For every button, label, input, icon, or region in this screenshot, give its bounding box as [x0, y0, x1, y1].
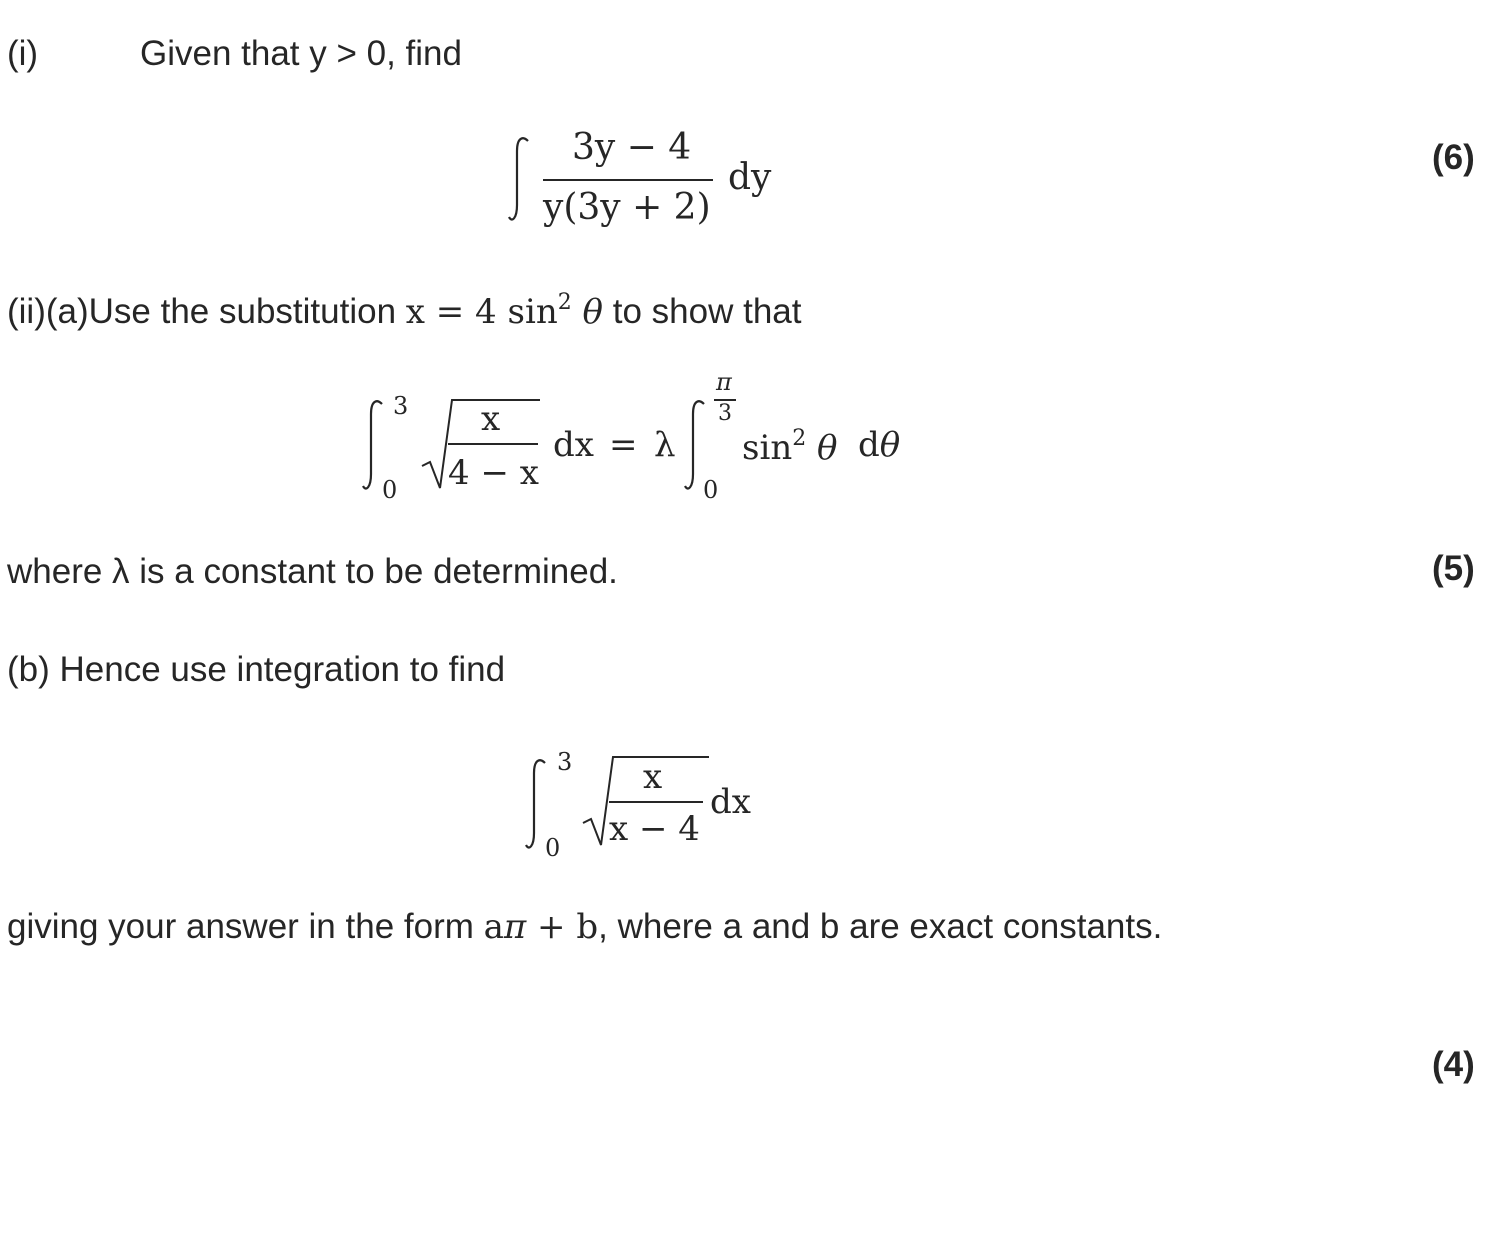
answer-prefix: giving your answer in the form: [7, 907, 484, 946]
part-i-differential: dy: [728, 157, 772, 198]
part-i-marks: (6): [1432, 138, 1475, 177]
rhs-func: sin: [742, 428, 793, 468]
lhs-upper-limit: 3: [393, 392, 409, 420]
rhs-differential: dθ: [858, 425, 901, 465]
substitution-power: 2: [557, 290, 572, 315]
b-differential: dx: [710, 782, 751, 822]
equals-sign: =: [609, 425, 638, 465]
part-ii-a-label: (ii)(a): [7, 292, 89, 331]
substitution-lhs: x: [405, 292, 425, 332]
rhs-upper-limit-denominator: 3: [718, 401, 732, 426]
b-denominator: x − 4: [609, 809, 700, 849]
lambda-constant: λ: [654, 425, 676, 465]
rhs-upper-limit-numerator: π: [716, 368, 732, 396]
part-ii-b-answer-form: [7, 907, 1162, 947]
part-i-instruction: Given that y > 0, find: [140, 34, 462, 73]
part-ii-b-instruction: (b) Hence use integration to find: [7, 650, 506, 689]
lhs-denominator: 4 − x: [448, 453, 539, 493]
b-lower-limit: 0: [545, 834, 561, 862]
part-i-numerator: 3y − 4: [572, 127, 692, 168]
substitution-var: θ: [582, 292, 604, 332]
lhs-numerator: x: [481, 399, 501, 439]
part-ii-a-follow-up: where λ is a constant to be determined.: [7, 552, 618, 591]
b-upper-limit: 3: [557, 748, 573, 776]
part-ii-a-instruction: [7, 283, 801, 332]
lhs-lower-limit: 0: [382, 476, 398, 504]
part-i-label: (i): [7, 34, 39, 73]
answer-form-plus: + b: [526, 907, 599, 947]
rhs-power: 2: [792, 426, 807, 451]
lhs-differential: dx: [553, 425, 594, 465]
part-ii-a-prefix: Use the substitution: [88, 292, 406, 331]
rhs-integrand: [742, 426, 838, 468]
rhs-lower-limit: 0: [703, 476, 719, 504]
part-ii-a-marks: (5): [1432, 549, 1475, 588]
answer-suffix: , where a and b are exact constants.: [598, 907, 1163, 946]
b-numerator: x: [643, 757, 663, 797]
lhs-fraction-bar: [448, 443, 538, 445]
b-fraction-bar: [609, 801, 703, 803]
part-i-fraction-bar: [543, 179, 713, 181]
answer-form-pi: π: [503, 907, 527, 947]
rhs-var: θ: [817, 428, 838, 468]
substitution-rhs: = 4 sin: [435, 292, 558, 332]
part-ii-b-marks: (4): [1432, 1045, 1475, 1084]
answer-form-a: a: [483, 907, 504, 947]
integral-sign: [508, 135, 532, 225]
part-ii-a-suffix: to show that: [603, 292, 802, 331]
part-i-denominator: y(3y + 2): [543, 187, 711, 228]
